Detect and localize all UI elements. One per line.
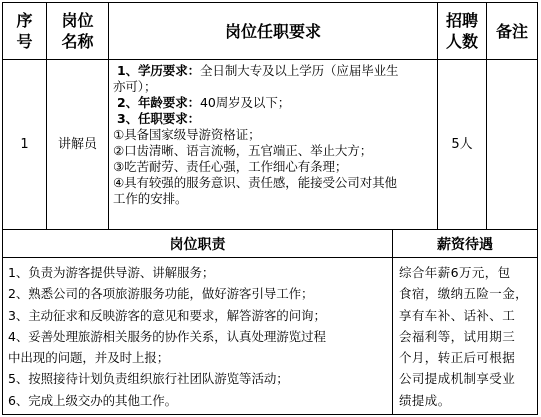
duty-item: 6、完成上级交办的其他工作。 <box>8 392 178 408</box>
duty-item: 1、负责为游客提供导游、讲解服务； <box>8 265 215 280</box>
salary-line: 食宿，缴纳五险一金， <box>399 286 529 302</box>
row-number-cell <box>3 60 46 229</box>
age-number: 2、 <box>117 95 138 110</box>
header-hiring-line1: 招聘 <box>445 11 478 30</box>
header-notes: 备注 <box>495 21 528 41</box>
row-number: 1 <box>20 137 29 152</box>
header-position-line1: 岗位 <box>61 11 94 30</box>
header-hiring-cell <box>438 3 486 59</box>
header-position-line2: 名称 <box>61 32 94 51</box>
row-requirements-cell <box>113 63 435 228</box>
salary-line: 个月，转正后可根据 <box>399 350 516 366</box>
header-number-cell <box>3 3 46 59</box>
job-number: 3、 <box>117 111 138 126</box>
education-text-cont: 亦可）； <box>113 79 157 94</box>
education-text: 全日制大专及以上学历（应届毕业生 <box>200 63 399 78</box>
salary-title: 薪资待遇 <box>437 236 493 253</box>
duties-list <box>8 262 390 412</box>
header-number-line2: 号 <box>16 32 33 51</box>
age-label: 年龄要求： <box>138 95 201 110</box>
row-position-cell <box>47 60 108 229</box>
job-requirement-item4-cont: 工作的安排。 <box>113 191 188 206</box>
duty-item: 3、主动征求和反映游客的意见和要求，解答游客的问询； <box>8 307 326 323</box>
job-requirement-item1: ①具备国家级导游资格证； <box>113 127 261 142</box>
table-border-bottom <box>2 414 538 415</box>
header-hiring-line2: 人数 <box>445 32 478 51</box>
salary-line: 公司提成机制享受业 <box>399 371 516 387</box>
age-requirement <box>113 95 435 111</box>
duty-item: 2、熟悉公司的各项旅游服务功能，做好游客引导工作； <box>8 286 314 302</box>
table-border-right <box>537 2 538 415</box>
row-notes-cell <box>487 60 537 229</box>
education-number: 1、 <box>117 63 138 78</box>
job-requirement-item4: ④具有较强的服务意识、责任感，能接受公司对其他 <box>113 175 397 190</box>
section-header-divider <box>2 257 538 258</box>
salary-line: 享有车补、话补、工 <box>399 307 516 323</box>
duty-item-cont: 中出现的问题，并及时上报； <box>8 350 170 366</box>
duty-item: 4、妥善处理旅游相关服务的协作关系，认真处理游览过程 <box>8 328 326 344</box>
salary-line: 绩提成。 <box>399 392 451 408</box>
job-requirement-item2: ②口齿清晰、语言流畅，五官端正、举止大方； <box>113 143 373 158</box>
salary-title-cell <box>393 230 537 257</box>
duty-item: 5、按照接待计划负责组织旅行社团队游览等活动； <box>8 371 289 387</box>
row-hiring-count: 5人 <box>451 137 473 152</box>
header-position-cell <box>47 3 108 59</box>
job-requirement-heading <box>113 111 435 127</box>
salary-text <box>399 262 536 412</box>
header-requirements: 岗位任职要求 <box>224 21 321 41</box>
salary-line: 会福利等，试用期三 <box>399 328 516 344</box>
job-label: 任职要求： <box>138 111 201 126</box>
row-hiring-cell <box>438 60 486 229</box>
header-number-line1: 序 <box>16 11 33 30</box>
age-text: 40周岁及以下； <box>200 95 291 110</box>
education-label: 学历要求： <box>138 63 201 78</box>
duties-title-cell <box>3 230 392 257</box>
duties-title: 岗位职责 <box>169 236 226 253</box>
header-requirements-cell <box>109 3 437 59</box>
salary-line: 综合年薪6万元，包 <box>399 265 511 280</box>
header-notes-cell <box>487 3 537 59</box>
education-requirement <box>113 63 435 79</box>
row-position: 讲解员 <box>57 137 97 152</box>
job-requirement-item3: ③吃苦耐劳、责任心强，工作细心有条理； <box>113 159 348 174</box>
